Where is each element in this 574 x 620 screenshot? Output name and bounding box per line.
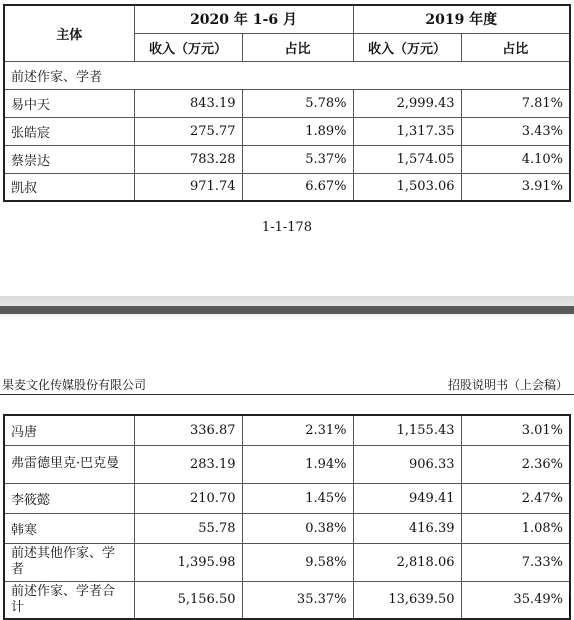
author-name: 蔡崇达 [4, 145, 134, 173]
income-2019: 2,999.43 [353, 89, 461, 117]
ratio-2019: 1.08% [461, 513, 570, 543]
income-2020h1: 283.19 [134, 445, 242, 483]
income-2019: 13,639.50 [353, 581, 461, 619]
table-row [4, 483, 570, 513]
table-row [4, 445, 570, 483]
income-2020h1: 783.28 [134, 145, 242, 173]
ratio-2019: 3.91% [461, 173, 570, 201]
ratio-2020h1: 35.37% [242, 581, 353, 619]
author-name: 张皓宸 [4, 117, 134, 145]
table-row [4, 415, 570, 445]
page-divider [0, 306, 574, 314]
income-table-continued [3, 414, 571, 620]
author-name: 前述作家、学者合计 [4, 581, 134, 619]
author-name: 前述其他作家、学者 [4, 543, 134, 581]
income-2020h1: 336.87 [134, 415, 242, 445]
table-row [4, 145, 570, 173]
ratio-2020h1: 1.94% [242, 445, 353, 483]
table-row [4, 117, 570, 145]
table-row [4, 173, 570, 201]
header-subject: 主体 [4, 5, 134, 61]
page-number: 1-1-178 [261, 220, 313, 235]
income-2019: 416.39 [353, 513, 461, 543]
income-2019: 1,503.06 [353, 173, 461, 201]
header-income-2019: 收入（万元） [353, 33, 461, 61]
table-row [4, 543, 570, 581]
income-2019: 1,155.43 [353, 415, 461, 445]
ratio-2020h1: 1.45% [242, 483, 353, 513]
income-2019: 949.41 [353, 483, 461, 513]
ratio-2020h1: 6.67% [242, 173, 353, 201]
header-ratio-2019: 占比 [461, 33, 570, 61]
ratio-2020h1: 9.58% [242, 543, 353, 581]
author-name: 凯叔 [4, 173, 134, 201]
ratio-2020h1: 2.31% [242, 415, 353, 445]
text-cursor [569, 596, 570, 616]
table-row [4, 513, 570, 543]
income-2020h1: 55.78 [134, 513, 242, 543]
running-header-company: 果麦文化传媒股份有限公司 [2, 378, 147, 392]
income-2019: 906.33 [353, 445, 461, 483]
ratio-2019: 3.43% [461, 117, 570, 145]
ratio-2019: 2.36% [461, 445, 570, 483]
section-label: 前述作家、学者 [4, 61, 570, 89]
ratio-2019: 7.33% [461, 543, 570, 581]
ratio-2019: 35.49% [461, 581, 570, 619]
ratio-2019: 7.81% [461, 89, 570, 117]
ratio-2020h1: 5.78% [242, 89, 353, 117]
author-name: 易中天 [4, 89, 134, 117]
ratio-2020h1: 0.38% [242, 513, 353, 543]
author-name: 冯唐 [4, 415, 134, 445]
ratio-2019: 3.01% [461, 415, 570, 445]
table-row-total [4, 581, 570, 619]
author-name: 弗雷德里克·巴克曼 [4, 445, 134, 483]
table-row [4, 89, 570, 117]
ratio-2020h1: 5.37% [242, 145, 353, 173]
ratio-2019: 4.10% [461, 145, 570, 173]
income-2019: 2,818.06 [353, 543, 461, 581]
income-2020h1: 843.19 [134, 89, 242, 117]
income-2020h1: 1,395.98 [134, 543, 242, 581]
income-2020h1: 971.74 [134, 173, 242, 201]
ratio-2020h1: 1.89% [242, 117, 353, 145]
income-table-top [3, 4, 571, 202]
ratio-2019: 2.47% [461, 483, 570, 513]
income-2019: 1,317.35 [353, 117, 461, 145]
income-2020h1: 5,156.50 [134, 581, 242, 619]
running-header-doc-type: 招股说明书（上会稿） [447, 378, 568, 392]
header-income-2020h1: 收入（万元） [134, 33, 242, 61]
header-ratio-2020h1: 占比 [242, 33, 353, 61]
income-2020h1: 210.70 [134, 483, 242, 513]
header-rule [0, 394, 574, 395]
header-period-2020h1: 2020 年 1-6 月 [134, 5, 353, 33]
income-2019: 1,574.05 [353, 145, 461, 173]
author-name: 李筱懿 [4, 483, 134, 513]
header-period-2019: 2019 年度 [353, 5, 570, 33]
income-2020h1: 275.77 [134, 117, 242, 145]
author-name: 韩寒 [4, 513, 134, 543]
